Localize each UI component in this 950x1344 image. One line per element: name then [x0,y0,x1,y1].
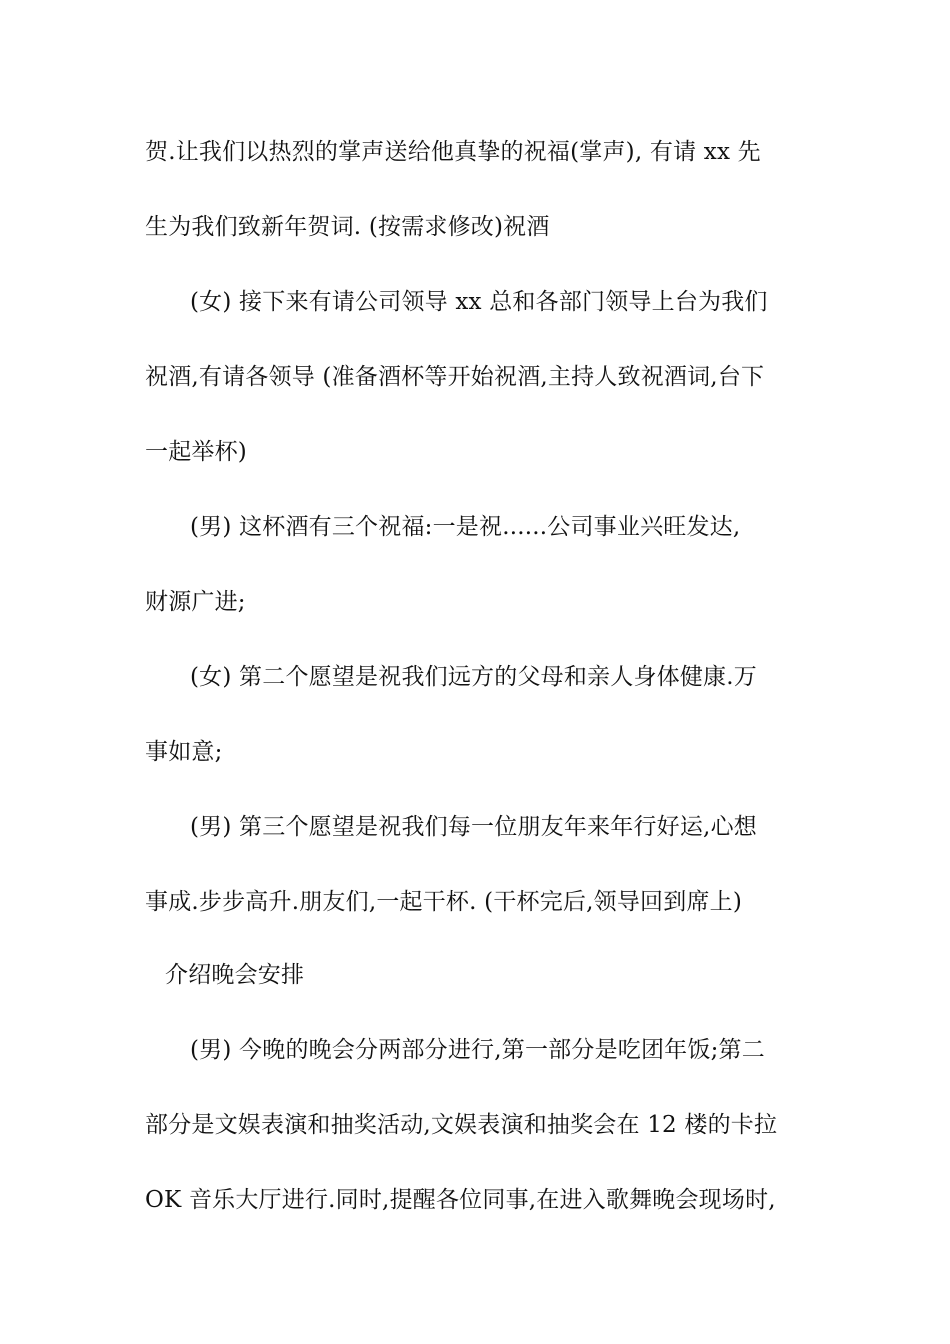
section-heading: 介绍晚会安排 [165,962,305,988]
text-line: 事如意; [145,739,223,765]
text-line: (男) 第三个愿望是祝我们每一位朋友年来年行好运,心想 [190,814,757,840]
text-line: 生为我们致新年贺词. (按需求修改)祝酒 [145,214,550,240]
text-line: 一起举杯) [145,439,247,465]
text-line: 贺.让我们以热烈的掌声送给他真挚的祝福(掌声), 有请 xx 先 [145,139,761,165]
text-line: (男) 这杯酒有三个祝福:一是祝......公司事业兴旺发达, [190,514,741,540]
text-line: (女) 接下来有请公司领导 xx 总和各部门领导上台为我们 [190,289,768,315]
text-line: (女) 第二个愿望是祝我们远方的父母和亲人身体健康.万 [190,664,757,690]
text-line: (男) 今晚的晚会分两部分进行,第一部分是吃团年饭;第二 [190,1037,765,1063]
text-line: 财源广进; [145,589,246,615]
text-line: 祝酒,有请各领导 (准备酒杯等开始祝酒,主持人致祝酒词,台下 [145,364,765,390]
text-line: 事成.步步高升.朋友们,一起干杯. (干杯完后,领导回到席上) [145,889,743,915]
text-line: OK 音乐大厅进行.同时,提醒各位同事,在进入歌舞晚会现场时, [145,1187,776,1213]
text-line: 部分是文娱表演和抽奖活动,文娱表演和抽奖会在 12 楼的卡拉 [145,1112,778,1138]
